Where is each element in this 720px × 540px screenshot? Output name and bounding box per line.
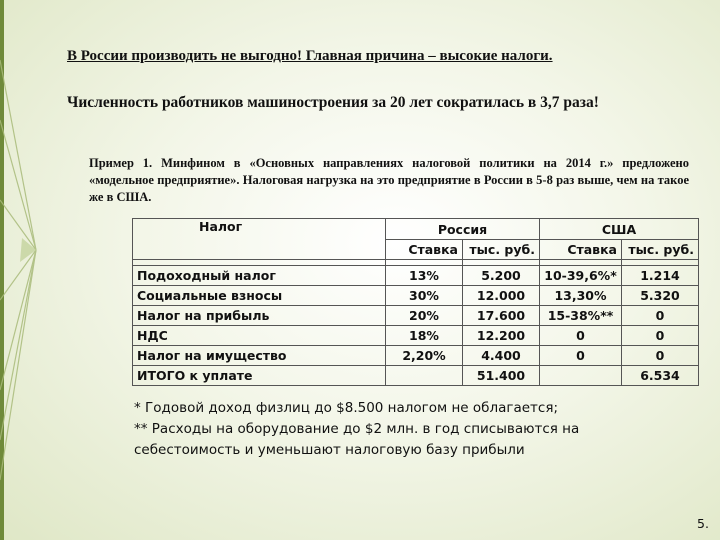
ru-amount: 4.400 <box>463 346 540 366</box>
ru-amount: 12.200 <box>463 326 540 346</box>
us-rate: 0 <box>540 326 622 346</box>
arrow-decoration <box>0 0 60 540</box>
ru-amount: 5.200 <box>463 266 540 286</box>
footnotes <box>134 398 604 461</box>
ru-amount: 12.000 <box>463 286 540 306</box>
header-usa: США <box>540 219 699 240</box>
header-ru-amount: тыс. руб. <box>463 240 540 260</box>
tax-comparison-table <box>132 218 699 386</box>
header-us-amount: тыс. руб. <box>622 240 699 260</box>
table-row <box>133 326 699 346</box>
tax-name: Подоходный налог <box>133 266 386 286</box>
slide-subtitle: Численность работников машиностроения за 20 лет сократилась в 3,7 раза! <box>67 94 599 111</box>
slide-title: В России производить не выгодно! Главная причина – высокие налоги. <box>67 48 553 64</box>
us-amount: 1.214 <box>622 266 699 286</box>
us-amount: 5.320 <box>622 286 699 306</box>
ru-rate: 20% <box>386 306 463 326</box>
tax-name: Налог на прибыль <box>133 306 386 326</box>
table-row <box>133 346 699 366</box>
page-number: 5. <box>697 516 709 531</box>
ru-rate: 18% <box>386 326 463 346</box>
footnote-2: ** Расходы на оборудование до $2 млн. в год списываются на себестоимость и уменьшают налоговую базу прибыли <box>134 421 580 458</box>
table-row <box>133 266 699 286</box>
header-tax: Налог <box>133 219 386 260</box>
us-rate: 13,30% <box>540 286 622 306</box>
us-rate: 10-39,6%* <box>540 266 622 286</box>
us-amount: 6.534 <box>622 366 699 386</box>
ru-rate: 13% <box>386 266 463 286</box>
header-ru-rate: Ставка <box>386 240 463 260</box>
table-total-row <box>133 366 699 386</box>
footnote-1: * Годовой доход физлиц до $8.500 налогом не облагается; <box>134 400 559 416</box>
ru-rate: 2,20% <box>386 346 463 366</box>
us-amount: 0 <box>622 326 699 346</box>
tax-name: Социальные взносы <box>133 286 386 306</box>
header-russia: Россия <box>386 219 540 240</box>
ru-rate <box>386 366 463 386</box>
tax-name: ИТОГО к уплате <box>133 366 386 386</box>
us-amount: 0 <box>622 346 699 366</box>
us-amount: 0 <box>622 306 699 326</box>
ru-rate: 30% <box>386 286 463 306</box>
tax-name: Налог на имущество <box>133 346 386 366</box>
table-row <box>133 286 699 306</box>
table-row <box>133 306 699 326</box>
us-rate: 0 <box>540 346 622 366</box>
header-us-rate: Ставка <box>540 240 622 260</box>
us-rate: 15-38%** <box>540 306 622 326</box>
ru-amount: 17.600 <box>463 306 540 326</box>
ru-amount: 51.400 <box>463 366 540 386</box>
us-rate <box>540 366 622 386</box>
table-header-row <box>133 219 699 240</box>
tax-name: НДС <box>133 326 386 346</box>
example-text: Пример 1. Минфином в «Основных направлениях налоговой политики на 2014 г.» предложено «модельное предприятие». Налоговая нагрузка на это предприятие в России в 5-8 раз выше, чем на такое же в США. <box>89 156 689 204</box>
